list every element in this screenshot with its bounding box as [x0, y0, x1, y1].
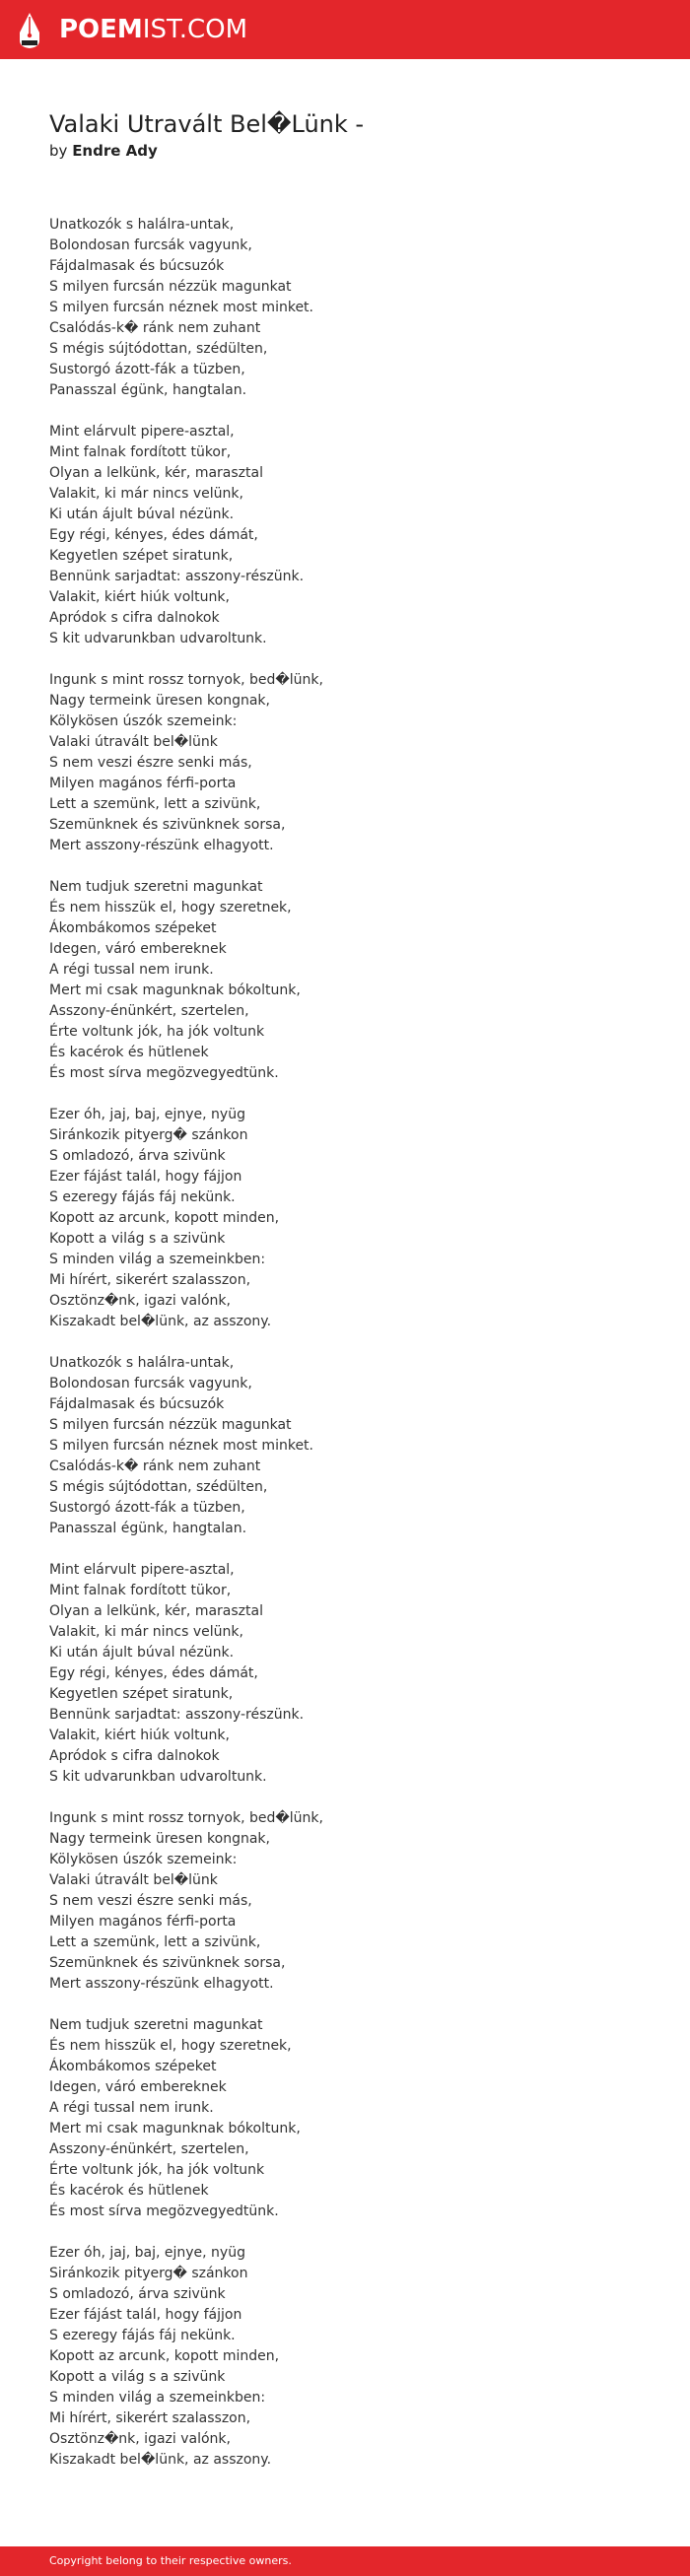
poem-body [49, 215, 660, 2491]
poem-line: Mint elárvult pipere-asztal, [49, 424, 235, 440]
poem-line: Fájdalmasak és búcsuzók [49, 1396, 225, 1412]
poem-line: Ezer fájást talál, hogy fájjon [49, 1169, 242, 1185]
poem-line: Ki után ájult búval nézünk. [49, 507, 235, 522]
poem-line: Csalódás-k� ránk nem zuhant [49, 320, 261, 336]
logo-text-light: IST.COM [142, 15, 248, 44]
poem-line: Mert mi csak magunknak bókoltunk, [49, 983, 301, 998]
logo-text-bold: POEM [59, 15, 143, 44]
poem-line: S ezeregy fájás fáj nekünk. [49, 1189, 236, 1205]
poem-stanza [49, 2243, 660, 2471]
poem-line: Valaki útravált bel�lünk [49, 1872, 218, 1888]
poem-line: Kiszakadt bel�lünk, az asszony. [49, 2452, 272, 2468]
poem-line: Kopott az arcunk, kopott minden, [49, 2348, 280, 2364]
poem-line: Ingunk s mint rossz tornyok, bed�lünk, [49, 1810, 323, 1826]
site-logo-link[interactable] [59, 13, 247, 46]
poem-line: A régi tussal nem irunk. [49, 2100, 214, 2116]
poem-line: Panasszal égünk, hangtalan. [49, 1521, 247, 1536]
poem-line: Szemünknek és szivünknek sorsa, [49, 1955, 286, 1971]
poem-line: S omladozó, árva szivünk [49, 2286, 226, 2302]
poem-line: Mert asszony-részünk elhagyott. [49, 1976, 274, 1992]
poem-line: És kacérok és hütlenek [49, 1045, 209, 1060]
poem-stanza [49, 2015, 660, 2222]
copyright-text: Copyright belong to their respective owners. [49, 2554, 292, 2567]
pen-nib-icon[interactable] [18, 11, 41, 50]
poem-line: S kit udvarunkban udvaroltunk. [49, 631, 267, 646]
poem-stanza [49, 422, 660, 649]
poem-line: Olyan a lelkünk, kér, marasztal [49, 1603, 263, 1619]
poem-byline [49, 140, 660, 162]
poem-line: Mint falnak fordított tükor, [49, 444, 232, 460]
poem-line: És most sírva megözvegyedtünk. [49, 2203, 279, 2219]
poem-line: Kegyetlen szépet siratunk, [49, 1686, 234, 1702]
poem-line: Nem tudjuk szeretni magunkat [49, 879, 263, 895]
poem-stanza [49, 670, 660, 856]
poem-line: Bennünk sarjadtat: asszony-részünk. [49, 1707, 305, 1723]
poem-line: Kiszakadt bel�lünk, az asszony. [49, 1314, 272, 1329]
poem-line: Ezer óh, jaj, baj, ejnye, nyüg [49, 1107, 245, 1122]
poem-line: Idegen, váró embereknek [49, 2079, 227, 2095]
by-label: by [49, 142, 68, 160]
poem-line: Nem tudjuk szeretni magunkat [49, 2017, 263, 2033]
poem-line: Bolondosan furcsák vagyunk, [49, 1376, 252, 1391]
poem-line: Egy régi, kényes, édes dámát, [49, 527, 258, 543]
poem-stanza [49, 1560, 660, 1788]
poem-line: A régi tussal nem irunk. [49, 962, 214, 978]
poem-line: Apródok s cifra dalnokok [49, 1748, 220, 1764]
poem-line: Mi hírért, sikerért szalasszon, [49, 2410, 251, 2426]
poem-line: Mint elárvult pipere-asztal, [49, 1562, 235, 1578]
poem-line: S mégis sújtódottan, szédülten, [49, 341, 268, 357]
poem-line: S mégis sújtódottan, szédülten, [49, 1479, 268, 1495]
poem-line: Asszony-énünkért, szertelen, [49, 2141, 249, 2157]
poem-line: Mi hírért, sikerért szalasszon, [49, 1272, 251, 1288]
poem-stanza [49, 877, 660, 1084]
poem-line: Ákombákomos szépeket [49, 920, 217, 936]
poem-line: Sustorgó ázott-fák a tüzben, [49, 362, 245, 377]
poem-line: Osztönz�nk, igazi valónk, [49, 2431, 231, 2447]
poem-stanza [49, 1353, 660, 1539]
poem-line: Milyen magános férfi-porta [49, 776, 237, 791]
poem-line: S nem veszi észre senki más, [49, 1893, 252, 1909]
poem-line: Valakit, ki már nincs velünk, [49, 1624, 243, 1640]
poem-line: Kegyetlen szépet siratunk, [49, 548, 234, 564]
poem-line: S omladozó, árva szivünk [49, 1148, 226, 1164]
poem-line: Mint falnak fordított tükor, [49, 1583, 232, 1598]
poem-line: Bennünk sarjadtat: asszony-részünk. [49, 569, 305, 584]
poem-line: Siránkozik pityerg� szánkon [49, 2266, 248, 2281]
poem-line: S milyen furcsán nézzük magunkat [49, 279, 292, 295]
poem-header [49, 108, 660, 162]
poem-line: Ákombákomos szépeket [49, 2059, 217, 2074]
poem-line: Osztönz�nk, igazi valónk, [49, 1293, 231, 1309]
poem-line: S milyen furcsán nézzük magunkat [49, 1417, 292, 1433]
poem-line: Valaki útravált bel�lünk [49, 734, 218, 750]
poem-line: Kölykösen úszók szemeink: [49, 1852, 238, 1867]
poem-line: Unatkozók s halálra-untak, [49, 217, 235, 233]
poem-line: Kölykösen úszók szemeink: [49, 713, 238, 729]
poem-line: Unatkozók s halálra-untak, [49, 1355, 235, 1371]
poem-line: Valakit, ki már nincs velünk, [49, 486, 243, 502]
poem-line: S minden világ a szemeinkben: [49, 1252, 266, 1267]
poem-line: Sustorgó ázott-fák a tüzben, [49, 1500, 245, 1516]
poem-line: Valakit, kiért hiúk voltunk, [49, 589, 230, 605]
poem-line: S milyen furcsán néznek most minket. [49, 1438, 313, 1454]
poem-line: Érte voltunk jók, ha jók voltunk [49, 1024, 265, 1040]
poem-line: S nem veszi észre senki más, [49, 755, 252, 771]
poem-line: Kopott az arcunk, kopott minden, [49, 1210, 280, 1226]
poem-line: Idegen, váró embereknek [49, 941, 227, 957]
poem-line: Nagy termeink üresen kongnak, [49, 693, 270, 709]
poem-line: És most sírva megözvegyedtünk. [49, 1065, 279, 1081]
poem-line: Asszony-énünkért, szertelen, [49, 1003, 249, 1019]
poem-line: Ki után ájult búval nézünk. [49, 1645, 235, 1661]
poem-line: Szemünknek és szivünknek sorsa, [49, 817, 286, 833]
poem-line: És kacérok és hütlenek [49, 2183, 209, 2199]
poem-line: S minden világ a szemeinkben: [49, 2390, 266, 2406]
poem-line: S kit udvarunkban udvaroltunk. [49, 1769, 267, 1785]
poem-line: Panasszal égünk, hangtalan. [49, 382, 247, 398]
poem-line: Olyan a lelkünk, kér, marasztal [49, 465, 263, 481]
poem-line: Egy régi, kényes, édes dámát, [49, 1665, 258, 1681]
poem-stanza [49, 215, 660, 401]
poem-line: S ezeregy fájás fáj nekünk. [49, 2328, 236, 2343]
site-footer [0, 2546, 690, 2576]
site-header [0, 0, 690, 59]
author-name[interactable]: Endre Ady [72, 142, 158, 160]
poem-line: Kopott a világ s a szivünk [49, 1231, 226, 1247]
poem-line: Csalódás-k� ránk nem zuhant [49, 1458, 261, 1474]
poem-line: És nem hisszük el, hogy szeretnek, [49, 900, 292, 915]
poem-line: Milyen magános férfi-porta [49, 1914, 237, 1930]
poem-line: Kopott a világ s a szivünk [49, 2369, 226, 2385]
poem-line: Ezer óh, jaj, baj, ejnye, nyüg [49, 2245, 245, 2261]
poem-line: Lett a szemünk, lett a szivünk, [49, 796, 261, 812]
poem-line: Ezer fájást talál, hogy fájjon [49, 2307, 242, 2323]
poem-line: Fájdalmasak és búcsuzók [49, 258, 225, 274]
poem-line: S milyen furcsán néznek most minket. [49, 300, 313, 315]
poem-line: Érte voltunk jók, ha jók voltunk [49, 2162, 265, 2178]
poem-line: Valakit, kiért hiúk voltunk, [49, 1728, 230, 1743]
poem-title: Valaki Utravált Bel�Lünk - [49, 110, 365, 138]
poem-line: És nem hisszük el, hogy szeretnek, [49, 2038, 292, 2054]
poem-stanza [49, 1808, 660, 1995]
poem-stanza [49, 1105, 660, 1332]
poem-line: Mert asszony-részünk elhagyott. [49, 838, 274, 853]
poem-line: Bolondosan furcsák vagyunk, [49, 237, 252, 253]
poem-line: Apródok s cifra dalnokok [49, 610, 220, 626]
poem-line: Lett a szemünk, lett a szivünk, [49, 1934, 261, 1950]
poem-line: Siránkozik pityerg� szánkon [49, 1127, 248, 1143]
poem-line: Nagy termeink üresen kongnak, [49, 1831, 270, 1847]
poem-line: Mert mi csak magunknak bókoltunk, [49, 2121, 301, 2136]
poem-line: Ingunk s mint rossz tornyok, bed�lünk, [49, 672, 323, 688]
